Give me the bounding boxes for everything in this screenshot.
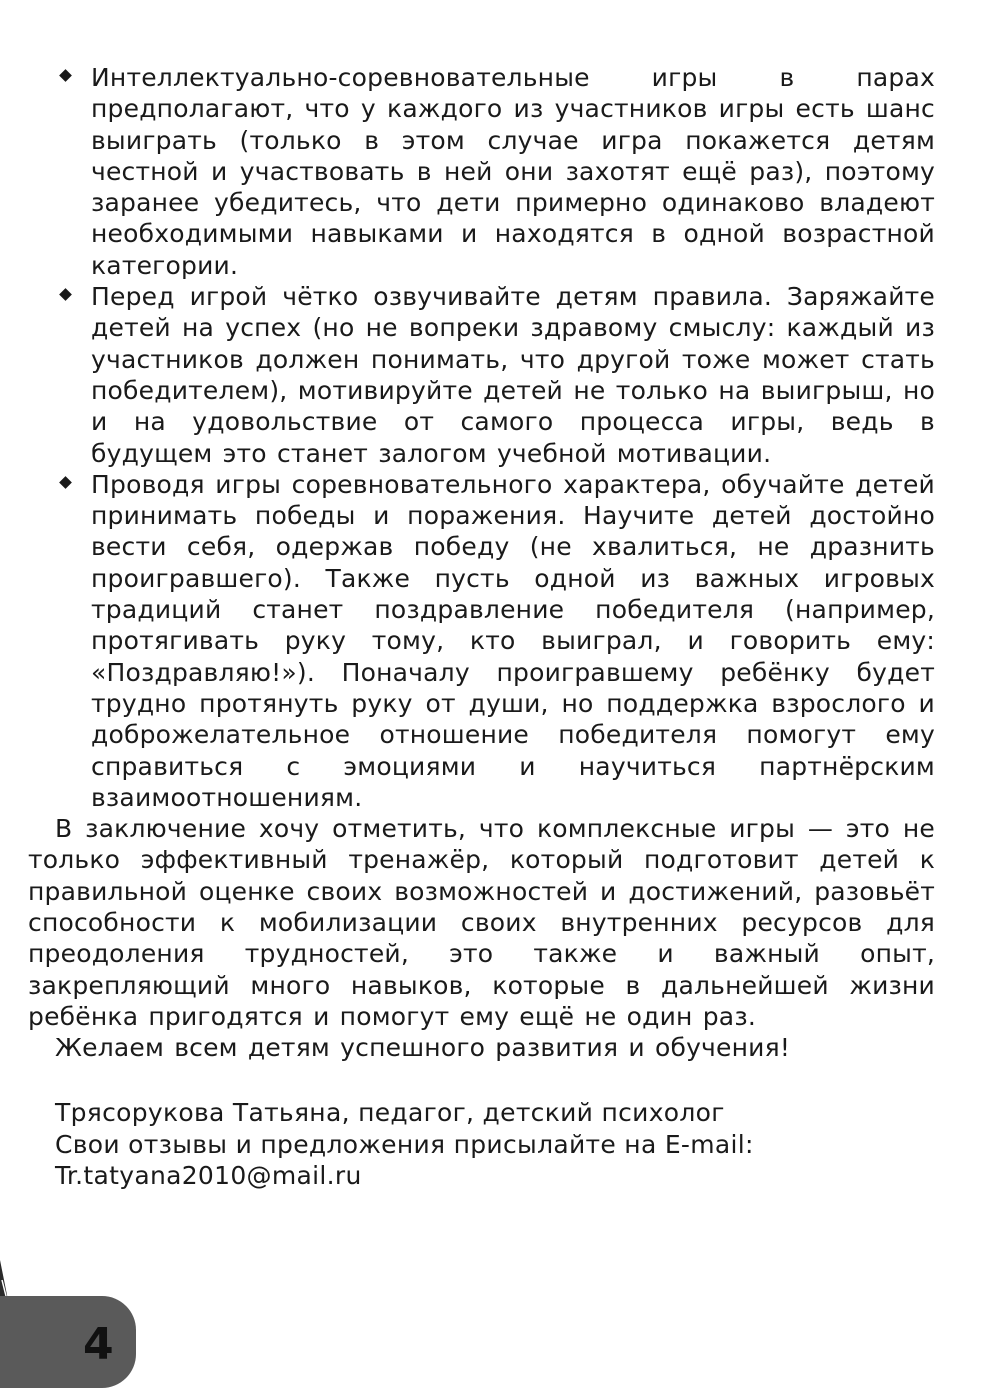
list-item: [55, 469, 935, 813]
author-line: Трясорукова Татьяна, педагог, детский психолог: [55, 1098, 725, 1127]
list-item: [55, 62, 935, 281]
list-item: [55, 281, 935, 469]
page-number-tab: [0, 1296, 136, 1388]
page-number: 4: [83, 1319, 114, 1370]
feedback-line: Свои отзывы и предложения присылайте на E-mail:: [55, 1129, 754, 1159]
signature-block: [55, 1097, 935, 1192]
tips-list: [55, 62, 935, 813]
diamond-bullet-icon: [59, 288, 72, 301]
bullet-text: Проводя игры соревновательного характера, обучайте детей принимать победы и поражения. Научите детей достойно вести себя, одержав победу (не хвалиться, не дразнить проигравшего). Также пусть одной из важных игровых традиций станет поздравление победителя (например, протягивать руку тому, кто выиграл, и говорить ему: «Поздравляю!»). Поначалу проигравшему ребёнку будет трудно протянуть руку от души, но поддержка взрослого и доброжелательное отношение победителя помогут ему справиться с эмоциями и научиться партнёрским взаимоотношениям.: [91, 469, 935, 812]
bullet-text: Интеллектуально-соревновательные игры в парах предполагают, что у каждого из участников игры есть шанс выиграть (только в этом случае игра покажется детям честной и участвовать в ней они захотят ещё раз), поэтому заранее убедитесь, что дети примерно одинаково владеют необходимыми навыками и находятся в одной возрастной категории.: [91, 63, 935, 280]
email-address: Tr.tatyana2010@mail.ru: [55, 1161, 362, 1190]
conclusion-paragraph: В заключение хочу отметить, что комплексные игры — это не только эффективный тренажёр, который подготовит детей к правильной оценке своих возможностей и достижений, разовьёт способности к мобилизации своих внутренних ресурсов для преодоления трудностей, это также и важный опыт, закрепляющий много навыков, которые в дальнейшей жизни ребёнка пригодятся и помогут ему ещё не один раз.: [28, 814, 935, 1031]
wish-paragraph: Желаем всем детям успешного развития и обучения!: [55, 1033, 791, 1063]
main-text: [28, 62, 935, 1064]
diamond-bullet-icon: [59, 69, 72, 82]
diamond-bullet-icon: [59, 476, 72, 489]
bullet-text: Перед игрой чётко озвучивайте детям правила. Заряжайте детей на успех (но не вопреки здравому смыслу: каждый из участников должен понимать, что другой тоже может стать победителем), мотивируйте детей не только на выигрыш, но и на удовольствие от самого процесса игры, ведь в будущем это станет залогом учебной мотивации.: [91, 282, 935, 468]
